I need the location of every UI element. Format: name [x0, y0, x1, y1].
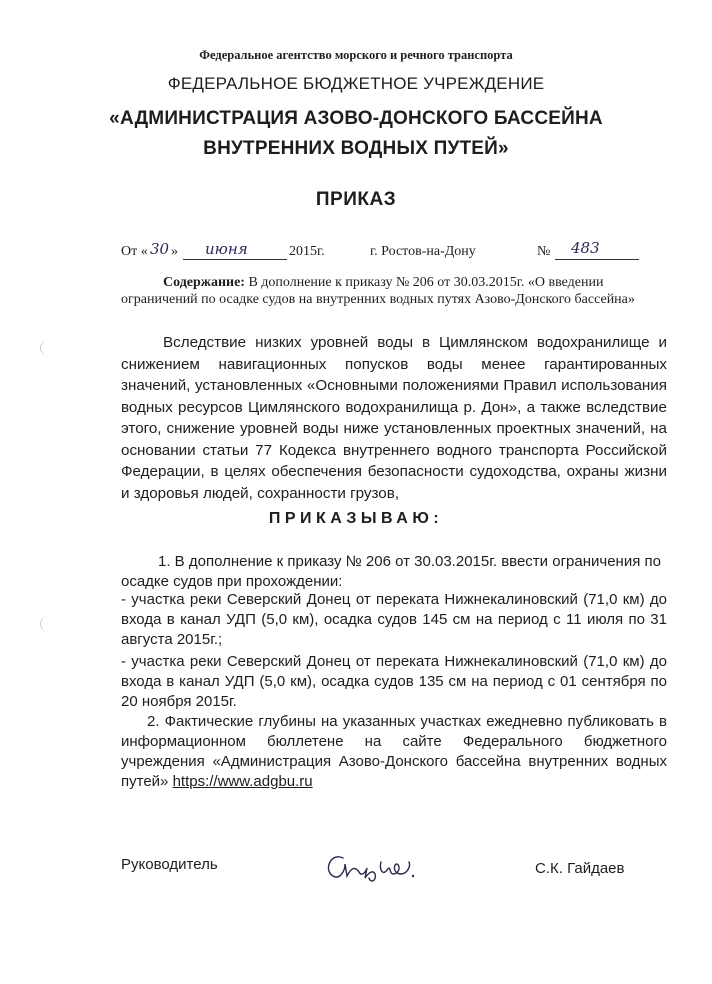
- summary: [121, 274, 667, 308]
- order-year: 2015г.: [289, 244, 325, 259]
- day-close: »: [171, 244, 178, 259]
- institution-name: [0, 104, 712, 164]
- signatory-name: С.К. Гайдаев: [535, 860, 625, 877]
- item-2: [121, 712, 667, 792]
- scan-mark: [40, 616, 57, 632]
- item-1-text: 1. В дополнение к приказу № 206 от 30.03.2015г. ввести ограничения по осадке судов при прохождении:: [121, 553, 661, 590]
- number-label: №: [537, 244, 551, 259]
- item-1-bullet-1: - участка реки Северский Донец от переката Нижнекалиновский (71,0 км) до входа в канал УДП (5,0 км), осадка судов 145 см на период с 11 июля по 31 августа 2015г.;: [121, 591, 667, 648]
- order-number: 483: [571, 239, 600, 257]
- item-1: [121, 552, 667, 592]
- item-2-text: 2. Фактические глубины на указанных участках ежедневно публиковать в информационном бюллетене на сайте Федерального бюджетного учреждения «Администрация Азово-Донского бассейна внутренних водных путей»: [121, 713, 667, 790]
- month-underline: [183, 259, 287, 260]
- institution-type: ФЕДЕРАЛЬНОЕ БЮДЖЕТНОЕ УЧРЕЖДЕНИЕ: [167, 74, 545, 93]
- order-date-line: [121, 239, 641, 268]
- website-link[interactable]: https://www.adgbu.ru: [172, 773, 313, 790]
- preamble: [121, 332, 667, 504]
- institution-name-line1: «АДМИНИСТРАЦИЯ АЗОВО-ДОНСКОГО БАССЕЙНА: [109, 108, 603, 129]
- signatory-title: Руководитель: [121, 856, 218, 873]
- signature-image: [321, 844, 431, 888]
- institution-name-line2: ВНУТРЕННИХ ВОДНЫХ ПУТЕЙ»: [203, 138, 509, 159]
- signature-block: [121, 856, 641, 896]
- from-label: От «: [121, 244, 148, 259]
- item-1-bullet-2: - участка реки Северский Донец от переката Нижнекалиновский (71,0 км) до входа в канал УДП (5,0 км), осадка судов 135 см на период с 01 сентября по 20 ноября 2015г.: [121, 653, 667, 710]
- order-heading: ПРИКАЗЫВАЮ:: [268, 510, 444, 527]
- scan-mark: [40, 340, 57, 356]
- order-month: июня: [205, 240, 248, 258]
- summary-text: В дополнение к приказу № 206 от 30.03.2015г. «О введении ограничений по осадке судов на внутренних водных путях Азово-Донского бассейна»: [121, 275, 635, 307]
- order-city: г. Ростов-на-Дону: [370, 244, 476, 259]
- preamble-text: Вследствие низких уровней воды в Цимлянском водохранилище и снижением навигационных попусков воды менее гарантированных значений, установленных «Основными положениями Правил использования водных ресурсов Цимлянского водохранилища р. Дон», а также вследствие этого, снижение уровней воды ниже установленных проектных значений, на основании статьи 77 Кодекса внутреннего водного транспорта Российской Федерации, в целях обеспечения безопасности судоходства, охраны жизни и здоровья людей, сохранности грузов,: [121, 334, 667, 502]
- order-day: 30: [150, 240, 170, 258]
- number-underline: [555, 259, 639, 260]
- document-title: ПРИКАЗ: [315, 189, 397, 210]
- agency-name: Федеральное агентство морского и речного транспорта: [199, 48, 513, 62]
- summary-label: Содержание:: [163, 275, 245, 290]
